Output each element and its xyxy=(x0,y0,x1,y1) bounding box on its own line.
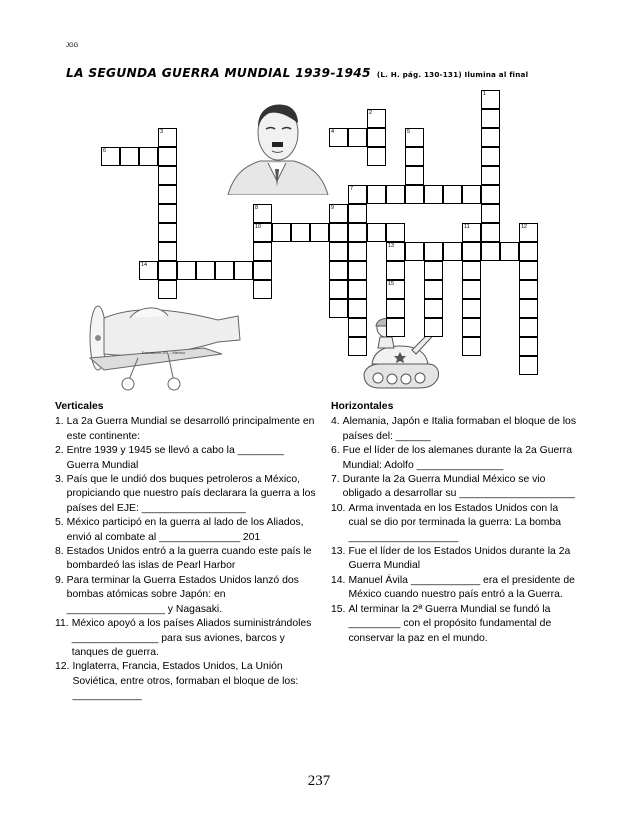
crossword-cell[interactable] xyxy=(158,261,177,280)
crossword-cell[interactable] xyxy=(481,109,500,128)
crossword-cell[interactable] xyxy=(177,261,196,280)
vertical-clues-heading: Verticales xyxy=(55,401,104,412)
crossword-cell[interactable] xyxy=(367,109,386,128)
clue-text: Para terminar la Guerra Estados Unidos lanzó dos bombas atómicas sobre Japón: en _________________ y Nagasaki. xyxy=(66,574,299,615)
crossword-cell[interactable] xyxy=(272,223,291,242)
crossword-cell[interactable] xyxy=(519,223,538,242)
crossword-cell[interactable] xyxy=(405,128,424,147)
crossword-cell[interactable] xyxy=(196,261,215,280)
crossword-cell[interactable] xyxy=(348,280,367,299)
crossword-cell[interactable] xyxy=(424,242,443,261)
crossword-cell[interactable] xyxy=(424,280,443,299)
vertical-clues xyxy=(55,400,317,704)
clue-number: 13. xyxy=(331,546,346,558)
crossword-cell[interactable] xyxy=(348,337,367,356)
crossword-cell[interactable] xyxy=(348,185,367,204)
clue-number-label: 4 xyxy=(331,129,335,135)
clue-number: 3. xyxy=(55,474,64,486)
worksheet-title xyxy=(66,66,528,80)
airplane-drawing xyxy=(68,296,246,396)
hitler-portrait-drawing xyxy=(222,95,335,195)
crossword-cell[interactable] xyxy=(462,261,481,280)
crossword-cell[interactable] xyxy=(367,128,386,147)
clue-number: 10. xyxy=(331,502,346,514)
clue-number: 14. xyxy=(331,574,346,586)
author-initials: JGG xyxy=(66,43,79,49)
crossword-cell[interactable] xyxy=(120,147,139,166)
crossword-cell[interactable] xyxy=(158,185,177,204)
crossword-cell[interactable] xyxy=(481,223,500,242)
clue-item xyxy=(55,415,317,444)
crossword-cell[interactable] xyxy=(481,90,500,109)
crossword-cell[interactable] xyxy=(405,166,424,185)
crossword-cell[interactable] xyxy=(519,299,538,318)
clue-number-label: 2 xyxy=(369,110,373,116)
crossword-cell[interactable] xyxy=(519,337,538,356)
clue-number: 8. xyxy=(55,546,64,558)
clue-number: 5. xyxy=(55,517,64,529)
clue-number: 7. xyxy=(331,474,340,486)
crossword-cell[interactable] xyxy=(215,261,234,280)
clue-number: 15. xyxy=(331,603,346,615)
crossword-cell[interactable] xyxy=(443,242,462,261)
crossword-cell[interactable] xyxy=(253,280,272,299)
crossword-cell[interactable] xyxy=(519,261,538,280)
crossword-cell[interactable] xyxy=(348,128,367,147)
clue-item xyxy=(331,603,577,646)
crossword-cell[interactable] xyxy=(329,261,348,280)
clue-text: Inglaterra, Francia, Estados Unidos, La Unión Soviética, entre otros, formaban el bloque de los: ____________ xyxy=(72,661,299,702)
clue-text: México participó en la guerra al lado de los Aliados, envió al combate al ______________ 201 xyxy=(66,517,304,543)
airplane-caption: Escuadrón 201 - México xyxy=(142,350,186,355)
crossword-cell[interactable] xyxy=(424,261,443,280)
crossword-cell[interactable] xyxy=(405,242,424,261)
crossword-cell[interactable] xyxy=(481,147,500,166)
clue-text: Fue el líder de los Estados Unidos durante la 2a Guerra Mundial xyxy=(348,546,571,572)
clue-number-label: 13 xyxy=(388,243,395,249)
crossword-cell[interactable] xyxy=(367,223,386,242)
clue-item xyxy=(55,574,317,617)
clue-number: 11. xyxy=(55,618,69,630)
crossword-cell[interactable] xyxy=(462,280,481,299)
clue-number: 6. xyxy=(331,445,340,457)
crossword-cell[interactable] xyxy=(519,318,538,337)
crossword-cell[interactable] xyxy=(158,204,177,223)
crossword-cell[interactable] xyxy=(253,242,272,261)
crossword-cell[interactable] xyxy=(348,223,367,242)
clue-text: Al terminar la 2ª Guerra Mundial se fundó la _________ con el propósito fundamental de conservar la paz en el mundo. xyxy=(348,603,552,644)
clue-number-label: 15 xyxy=(388,281,395,287)
clue-number-label: 6 xyxy=(103,148,107,154)
clue-number: 9. xyxy=(55,574,64,586)
title-text: LA SEGUNDA GUERRA MUNDIAL 1939-1945 xyxy=(66,66,371,80)
crossword-cell[interactable] xyxy=(348,242,367,261)
crossword-cell[interactable] xyxy=(386,318,405,337)
clue-number-label: 8 xyxy=(255,205,259,211)
crossword-cell[interactable] xyxy=(329,242,348,261)
clue-item xyxy=(331,574,577,603)
crossword-cell[interactable] xyxy=(329,204,348,223)
clue-number: 4. xyxy=(331,416,340,428)
clue-text: México apoyó a los países Aliados suministrándoles _______________ para sus aviones, barcos y tanques de guerra. xyxy=(71,618,312,658)
crossword-cell[interactable] xyxy=(519,280,538,299)
clue-item xyxy=(55,516,317,545)
crossword-cell[interactable] xyxy=(424,318,443,337)
clue-text: Alemania, Japón e Italia formaban el bloque de los países del: ______ xyxy=(342,416,577,442)
crossword-cell[interactable] xyxy=(386,242,405,261)
clue-number-label: 14 xyxy=(141,262,148,268)
clue-number-label: 9 xyxy=(331,205,335,211)
crossword-cell[interactable] xyxy=(234,261,253,280)
crossword-cell[interactable] xyxy=(158,166,177,185)
clue-item xyxy=(331,444,577,473)
crossword-cell[interactable] xyxy=(158,147,177,166)
crossword-cell[interactable] xyxy=(348,204,367,223)
crossword-cell[interactable] xyxy=(424,185,443,204)
crossword-cell[interactable] xyxy=(519,242,538,261)
crossword-cell[interactable] xyxy=(386,223,405,242)
clue-number-label: 12 xyxy=(521,224,528,230)
crossword-cell[interactable] xyxy=(519,356,538,375)
crossword-cell[interactable] xyxy=(386,185,405,204)
crossword-cell[interactable] xyxy=(348,299,367,318)
crossword-cell[interactable] xyxy=(424,299,443,318)
horizontal-clues-heading: Horizontales xyxy=(331,401,394,412)
clue-item xyxy=(331,502,577,545)
clue-number-label: 7 xyxy=(350,186,354,192)
clue-text: Entre 1939 y 1945 se llevó a cabo la ________ Guerra Mundial xyxy=(66,445,284,471)
clue-text: Manuel Ávila ____________ era el presidente de México cuando nuestro país entró a la Guerra. xyxy=(348,574,575,601)
crossword-cell[interactable] xyxy=(500,242,519,261)
clue-number-label: 1 xyxy=(483,91,487,97)
crossword-cell[interactable] xyxy=(462,337,481,356)
clue-text: Durante la 2a Guerra Mundial México se vio obligado a desarrollar su ____________________ xyxy=(342,474,575,500)
crossword-cell[interactable] xyxy=(329,128,348,147)
clue-item xyxy=(55,617,317,660)
crossword-cell[interactable] xyxy=(253,223,272,242)
crossword-cell[interactable] xyxy=(158,242,177,261)
clue-number-label: 3 xyxy=(160,129,164,135)
crossword-cell[interactable] xyxy=(481,185,500,204)
crossword-cell[interactable] xyxy=(291,223,310,242)
crossword-cell[interactable] xyxy=(386,280,405,299)
crossword-cell[interactable] xyxy=(386,261,405,280)
clue-number: 1. xyxy=(55,416,64,428)
crossword-cell[interactable] xyxy=(481,204,500,223)
crossword-cell[interactable] xyxy=(139,147,158,166)
crossword-cell[interactable] xyxy=(462,242,481,261)
crossword-cell[interactable] xyxy=(348,318,367,337)
crossword-cell[interactable] xyxy=(405,147,424,166)
crossword-cell[interactable] xyxy=(462,318,481,337)
clue-item xyxy=(55,660,317,703)
crossword-cell[interactable] xyxy=(462,299,481,318)
crossword-cell[interactable] xyxy=(348,261,367,280)
clue-item xyxy=(331,415,577,444)
clue-number-label: 5 xyxy=(407,129,411,135)
crossword-cell[interactable] xyxy=(139,261,158,280)
clue-number-label: 10 xyxy=(255,224,262,230)
crossword-cell[interactable] xyxy=(481,166,500,185)
clue-item xyxy=(55,473,317,516)
crossword-cell[interactable] xyxy=(101,147,120,166)
crossword-cell[interactable] xyxy=(253,261,272,280)
crossword-cell[interactable] xyxy=(386,299,405,318)
clue-item xyxy=(331,545,577,574)
clue-item xyxy=(55,444,317,473)
clue-text: Estados Unidos entró a la guerra cuando este país le bombardeó las islas de Pearl Harbor xyxy=(66,546,312,572)
crossword-cell[interactable] xyxy=(329,223,348,242)
clue-number: 2. xyxy=(55,445,64,457)
crossword-cell[interactable] xyxy=(405,185,424,204)
crossword-cell[interactable] xyxy=(443,185,462,204)
crossword-cell[interactable] xyxy=(462,185,481,204)
crossword-cell[interactable] xyxy=(310,223,329,242)
crossword-cell[interactable] xyxy=(367,185,386,204)
crossword-cell[interactable] xyxy=(367,147,386,166)
clue-item xyxy=(331,473,577,502)
crossword-cell[interactable] xyxy=(158,280,177,299)
crossword-cell[interactable] xyxy=(158,128,177,147)
crossword-cell[interactable] xyxy=(253,204,272,223)
page-number: 237 xyxy=(307,773,331,789)
crossword-cell[interactable] xyxy=(329,280,348,299)
clue-number-label: 11 xyxy=(464,224,470,230)
clue-number: 12. xyxy=(55,661,70,673)
crossword-cell[interactable] xyxy=(481,242,500,261)
clue-text: Fue el líder de los alemanes durante la 2a Guerra Mundial: Adolfo _______________ xyxy=(342,445,572,471)
clue-text: País que le undió dos buques petroleros a México, propiciando que nuestro país declarara la guerra a los países del EJE: __________________ xyxy=(66,474,316,514)
horizontal-clues xyxy=(331,400,577,646)
crossword-cell[interactable] xyxy=(329,299,348,318)
crossword-cell[interactable] xyxy=(462,223,481,242)
clue-item xyxy=(55,545,317,574)
crossword-cell[interactable] xyxy=(481,128,500,147)
clue-text: Arma inventada en los Estados Unidos con la cual se dio por terminada la guerra: La bomba ___________________ xyxy=(348,502,562,543)
title-subtitle: (L. H. pág. 130-131) Ilumina al final xyxy=(376,70,529,79)
clue-text: La 2a Guerra Mundial se desarrolló principalmente en este continente: xyxy=(66,416,315,442)
crossword-cell[interactable] xyxy=(158,223,177,242)
